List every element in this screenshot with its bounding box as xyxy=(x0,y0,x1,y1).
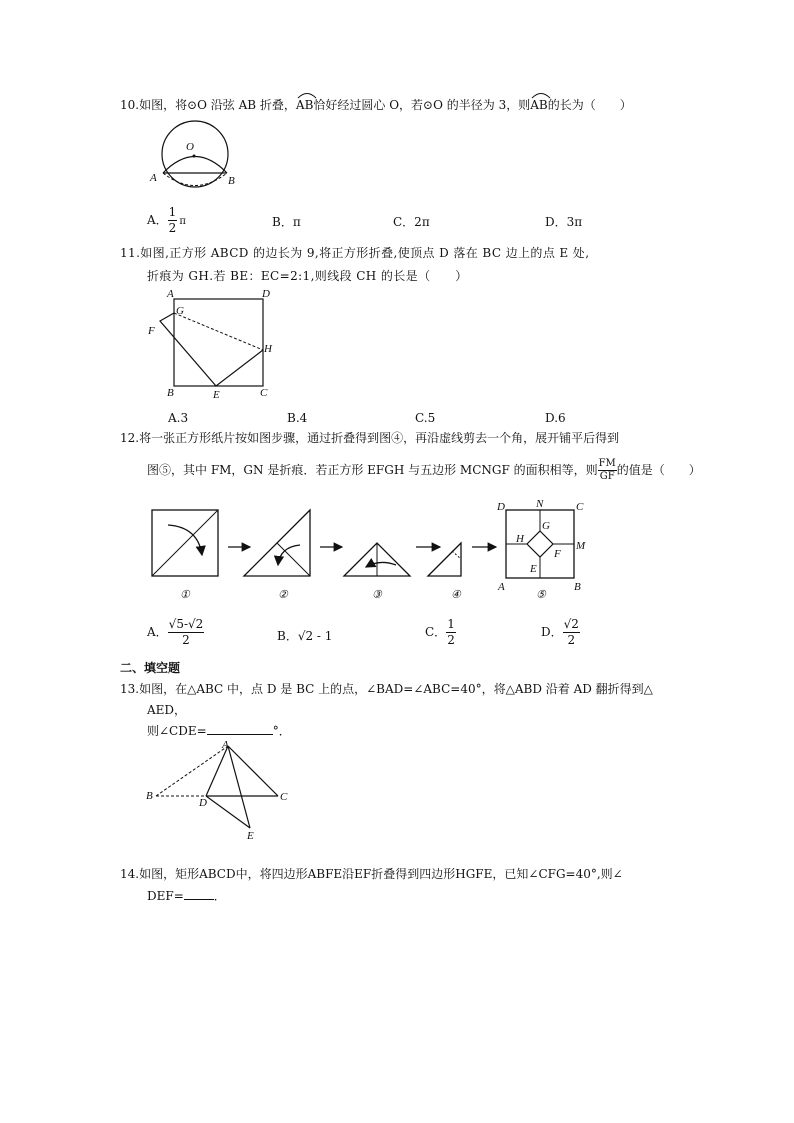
q13-stem-line3: 则∠CDE= °． xyxy=(147,724,291,738)
label-h: H xyxy=(516,533,524,545)
folded-flap xyxy=(160,313,263,386)
label-h: H xyxy=(264,343,272,355)
q14-stem-line2: DEF= ． xyxy=(147,889,226,903)
q11-stem-line2: 折痕为 GH.若 BE：EC=2:1,则线段 CH 的长是（ ） xyxy=(147,269,468,283)
q10-stem-part1: 10.如图，将⊙O 沿弦 AB 折叠， xyxy=(120,98,296,112)
label-g: G xyxy=(542,520,550,532)
step-4 xyxy=(428,543,462,601)
step-label-3: ③ xyxy=(372,589,382,601)
label-e: E xyxy=(247,830,254,842)
q10-arc-ab-2: AB xyxy=(530,97,547,113)
step-label-4: ④ xyxy=(451,589,461,601)
q12-option-a[interactable]: A． $\frac{√5-√2}{2}$ xyxy=(147,617,204,647)
step-label-2: ② xyxy=(278,589,288,601)
q13-stem-line1: 13.如图，在△ABC 中，点 D 是 BC 上的点，∠BAD=∠ABC=40°，将△ABD 沿着 AD 翻折得到△ xyxy=(120,682,653,696)
label-c: C xyxy=(280,791,288,803)
q12-stem-line2: 图⑤，其中 FM，GN 是折痕．若正方形 EFGH 与五边形 MCNGF 的面积相等，则 $\frac{FM}{GF}$ 的值是（ ） xyxy=(147,458,701,482)
segment-ad xyxy=(206,746,228,796)
q11-option-a[interactable]: A.3 xyxy=(168,411,189,425)
q10-option-d[interactable]: D．3π xyxy=(545,215,583,229)
q10-arc-ab: AB xyxy=(296,97,313,113)
fraction: $\frac{1}{2}$ xyxy=(447,617,455,647)
step-5 xyxy=(496,498,586,601)
q11-option-b[interactable]: B.4 xyxy=(287,411,308,425)
center-o xyxy=(193,155,196,158)
section-title-fill-in: 二、填空题 xyxy=(120,661,181,675)
q12-option-b[interactable]: B．√2 - 1 xyxy=(277,629,333,643)
q12-option-c[interactable]: C． $\frac{1}{2}$ xyxy=(425,617,455,647)
label-a: A xyxy=(150,172,157,184)
label-d: D xyxy=(497,501,505,513)
label-c: C xyxy=(576,501,584,513)
label-m: M xyxy=(576,540,586,552)
q10-circle-figure xyxy=(146,118,246,190)
label-a: A xyxy=(167,288,174,300)
fraction: $\frac{1}{2}$ xyxy=(168,205,177,235)
q12-steps-figure xyxy=(140,495,600,610)
q10-stem xyxy=(120,97,632,113)
label-a: A xyxy=(498,581,505,593)
label-d: D xyxy=(262,288,270,300)
arc-mark-icon xyxy=(530,91,552,99)
q10-stem-part3: 的长为（ ） xyxy=(547,98,632,112)
fraction: $\frac{√2}{2}$ xyxy=(563,617,579,647)
arc-mark-icon xyxy=(296,91,318,99)
step-3 xyxy=(344,543,410,601)
fraction-fm-gf: $\frac{FM}{GF}$ xyxy=(598,458,616,482)
q13-triangle-figure xyxy=(140,738,300,840)
q11-option-d[interactable]: D.6 xyxy=(545,411,566,425)
label-e: E xyxy=(530,563,537,575)
label-e: E xyxy=(213,389,220,401)
step-2 xyxy=(244,510,310,601)
q14-stem-line1: 14.如图，矩形ABCD中，将四边形ABFE沿EF折叠得到四边形HGFE，已知∠CFG=40°,则∠ xyxy=(120,867,623,881)
label-d: D xyxy=(199,797,207,809)
segment-ac xyxy=(228,746,278,796)
label-f: F xyxy=(148,325,155,337)
label-n: N xyxy=(536,498,544,510)
step-label-5: ⑤ xyxy=(536,589,546,601)
label-b: B xyxy=(167,387,174,399)
q11-option-c[interactable]: C.5 xyxy=(415,411,436,425)
circle-o xyxy=(162,121,228,187)
q10-stem-part2: 恰好经过圆心 O，若⊙O 的半径为 3，则 xyxy=(313,98,531,112)
label-b: B xyxy=(574,581,581,593)
label-f: F xyxy=(554,548,561,560)
q10-option-a[interactable]: A． $\frac{1}{2}$ π xyxy=(147,205,186,235)
q14-answer-blank[interactable] xyxy=(184,899,214,900)
folded-arc xyxy=(163,157,227,174)
square-abcd xyxy=(174,299,263,386)
q12-stem-line1: 12.将一张正方形纸片按如图步骤，通过折叠得到图④，再沿虚线剪去一个角，展开铺平后得到 xyxy=(120,431,620,445)
q13-answer-blank[interactable] xyxy=(207,734,273,735)
dashed-arc xyxy=(163,173,227,186)
label-a: A xyxy=(222,739,229,751)
fold-line-gh xyxy=(174,313,263,350)
segment-de xyxy=(206,796,250,828)
label-b: B xyxy=(228,175,235,187)
q11-stem-line1: 11.如图,正方形 ABCD 的边长为 9,将正方形折叠,使顶点 D 落在 BC 边上的点 E 处, xyxy=(120,246,590,260)
q12-option-d[interactable]: D． $\frac{√2}{2}$ xyxy=(541,617,579,647)
step-1 xyxy=(152,510,218,601)
label-b: B xyxy=(146,790,153,802)
label-c: C xyxy=(260,387,268,399)
step-label-1: ① xyxy=(180,589,190,601)
label-o: O xyxy=(186,141,194,153)
q13-stem-line2: AED， xyxy=(147,703,187,717)
q10-option-b[interactable]: B．π xyxy=(272,215,301,229)
label-g: G xyxy=(176,305,184,317)
q10-option-c[interactable]: C．2π xyxy=(393,215,430,229)
q11-square-figure xyxy=(143,288,278,400)
segment-ae xyxy=(228,746,250,828)
fraction: $\frac{√5-√2}{2}$ xyxy=(168,617,204,647)
